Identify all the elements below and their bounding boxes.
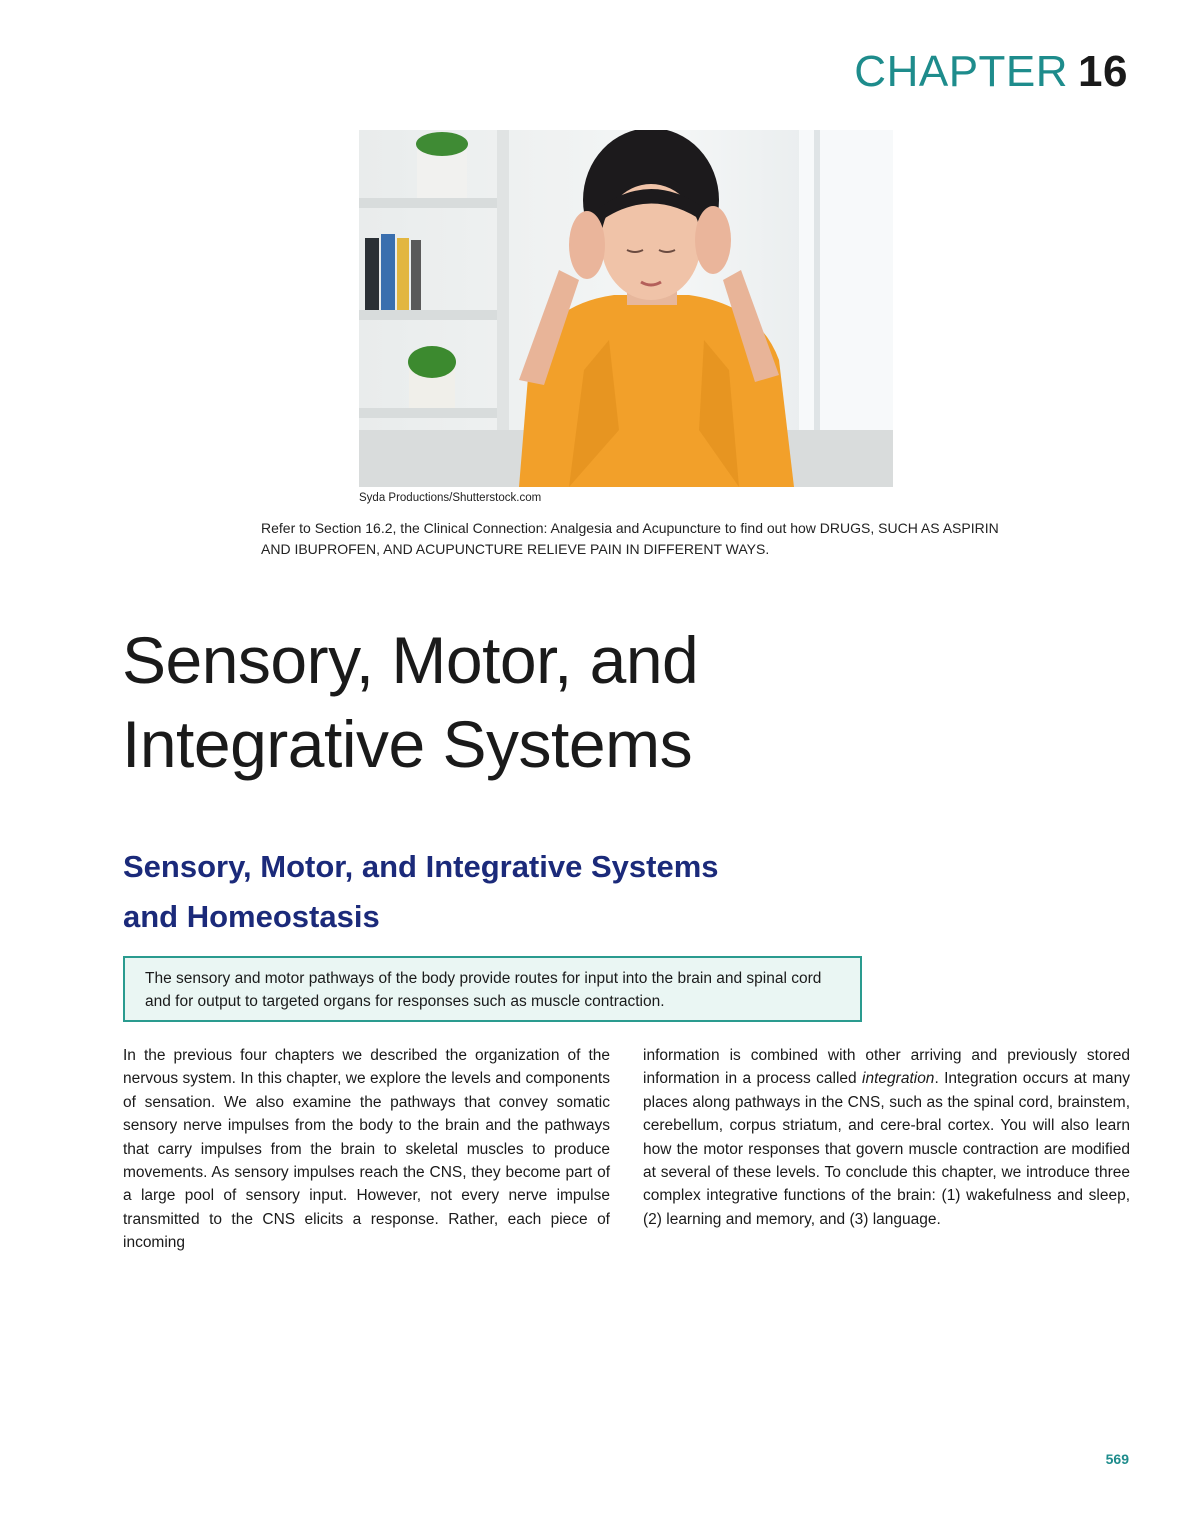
- intro-summary-box: The sensory and motor pathways of the body provide routes for input into the brain and spinal cord and for output to targeted organs for responses such as muscle contraction.: [123, 956, 862, 1022]
- page-number: 569: [1105, 1451, 1129, 1467]
- section-heading-line-1: Sensory, Motor, and Integrative Systems: [123, 849, 719, 884]
- body-right-part-2: . Integration occurs at many places along pathways in the CNS, such as the spinal cord, brainstem, cerebellum, corpus striatum, and cere-bral cortex. You will also learn how the motor responses that govern muscle contraction are modified at several of these levels. To conclude this chapter, we introduce three complex integrative functions of the brain: (1) wakefulness and sleep, (2) learning and memory, and (3) language.: [643, 1070, 1130, 1228]
- body-right-part-1: information is combined with other arriving and previously stored information in a process called: [643, 1047, 1130, 1088]
- photo-credit: Syda Productions/Shutterstock.com: [359, 492, 542, 504]
- integration-term: integration: [862, 1070, 935, 1088]
- chapter-title-line-1: Sensory, Motor, and: [122, 623, 699, 697]
- section-heading-line-2: and Homeostasis: [123, 899, 380, 934]
- chapter-opening-photo: [359, 130, 893, 487]
- section-heading: [123, 842, 843, 942]
- chapter-number: 16: [1078, 47, 1128, 96]
- body-text-left-column: In the previous four chapters we described the organization of the nervous system. In this chapter, we explore the levels and components of sensation. We also examine the pathways that convey somatic sensory nerve impulses from the body to the brain and the pathways that carry impulses from the brain to skeletal muscles to produce movements. As sensory impulses reach the CNS, they become part of a large pool of sensory input. However, not every nerve impulse transmitted to the CNS elicits a response. Rather, each piece of incoming: [123, 1047, 610, 1252]
- chapter-label: [854, 47, 1128, 96]
- chapter-word: CHAPTER: [854, 47, 1069, 96]
- chapter-title-line-2: Integrative Systems: [122, 707, 693, 781]
- chapter-title: [122, 618, 922, 786]
- clinical-connection-note: Refer to Section 16.2, the Clinical Connection: Analgesia and Acupuncture to find out how DRUGS, SUCH AS ASPIRIN AND IBUPROFEN, AND ACUPUNCTURE RELIEVE PAIN IN DIFFERENT WAYS.: [261, 520, 999, 557]
- body-text-right-column: [643, 1044, 1130, 1231]
